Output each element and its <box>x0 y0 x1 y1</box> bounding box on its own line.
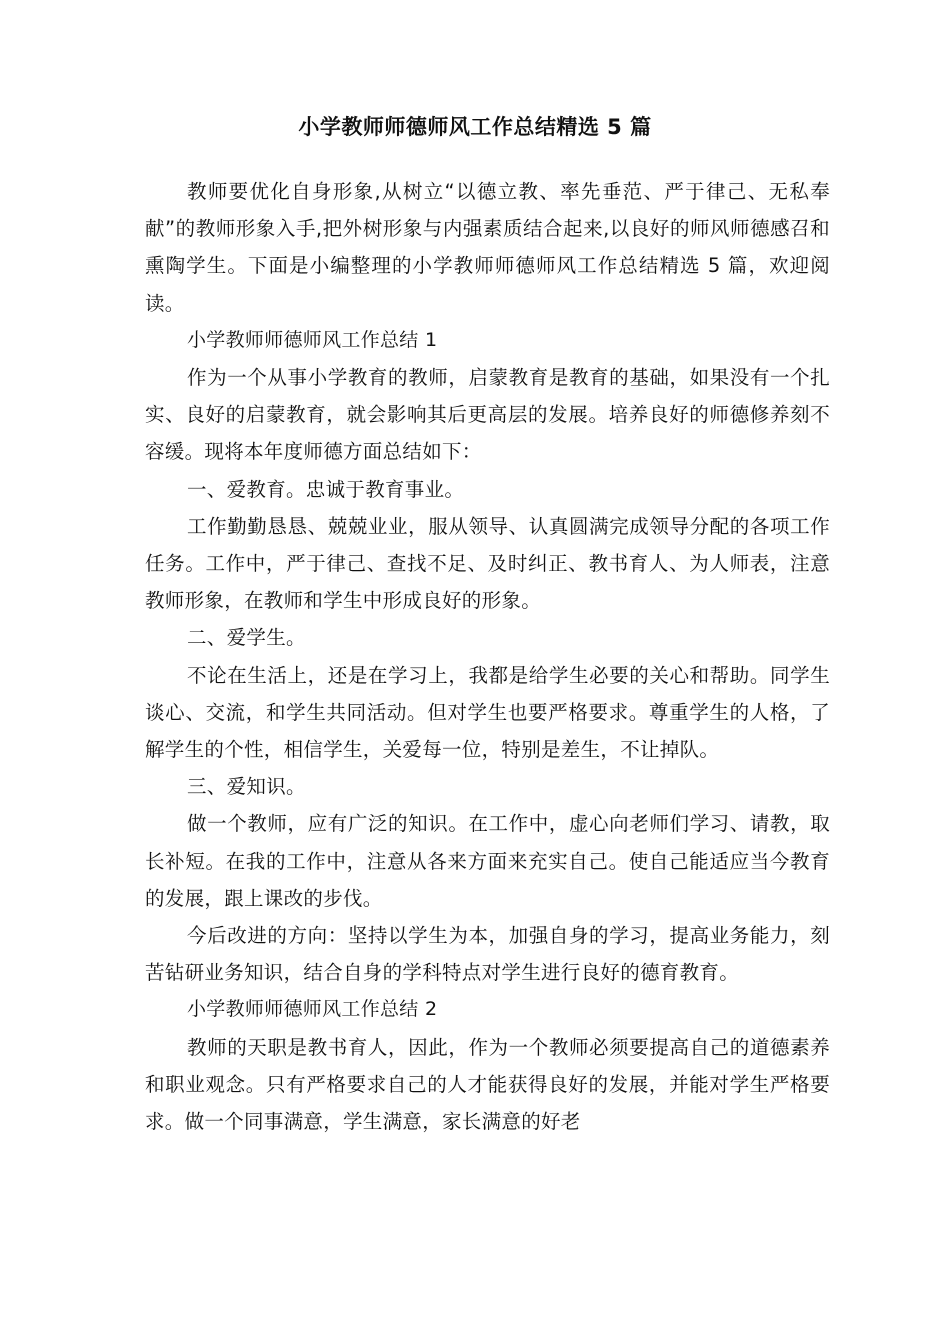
body-paragraph: 做一个教师，应有广泛的知识。在工作中，虚心向老师们学习、请教，取长补短。在我的工作中，注意从各来方面来充实自己。使自己能适应当今教育的发展，跟上课改的步伐。 <box>145 812 830 910</box>
body-paragraph: 作为一个从事小学教育的教师，启蒙教育是教育的基础，如果没有一个扎实、良好的启蒙教育，就会影响其后更高层的发展。培养良好的师德修养刻不容缓。现将本年度师德方面总结如下： <box>145 366 830 464</box>
body-paragraph: 教师的天职是教书育人，因此，作为一个教师必须要提高自己的道德素养和职业观念。只有严格要求自己的人才能获得良好的发展，并能对学生严格要求。做一个同事满意，学生满意，家长满意的好老 <box>145 1035 830 1134</box>
body-paragraph: 今后改进的方向：坚持以学生为本，加强自身的学习，提高业务能力，刻苦钻研业务知识，结合自身的学科特点对学生进行良好的德育教育。 <box>145 924 830 985</box>
subheading-love-education: 一、爱教育。忠诚于教育事业。 <box>187 477 465 501</box>
subheading-love-students: 二、爱学生。 <box>187 626 306 650</box>
document-body <box>145 173 830 1140</box>
intro-paragraph: 教师要优化自身形象,从树立“以德立教、率先垂范、严于律己、无私奉献”的教师形象入手,把外树形象与内强素质结合起来,以良好的师风师德感召和熏陶学生。下面是小编整理的小学教师师德师风工作总结精选 5 篇，欢迎阅读。 <box>145 180 830 315</box>
section-heading-2: 小学教师师德师风工作总结 2 <box>187 998 438 1021</box>
body-paragraph: 不论在生活上，还是在学习上，我都是给学生必要的关心和帮助。同学生谈心、交流，和学生共同活动。但对学生也要严格要求。尊重学生的人格，了解学生的个性，相信学生，关爱每一位，特别是差生，不让掉队。 <box>145 663 830 762</box>
body-paragraph: 工作勤勤恳恳、兢兢业业，服从领导、认真圆满完成领导分配的各项工作任务。工作中，严于律己、查找不足、及时纠正、教书育人、为人师表，注意教师形象，在教师和学生中形成良好的形象。 <box>145 514 830 613</box>
document-title: 小学教师师德师风工作总结精选 5 篇 <box>298 115 652 139</box>
subheading-love-knowledge: 三、爱知识。 <box>187 775 306 799</box>
section-heading-1: 小学教师师德师风工作总结 1 <box>187 328 438 351</box>
